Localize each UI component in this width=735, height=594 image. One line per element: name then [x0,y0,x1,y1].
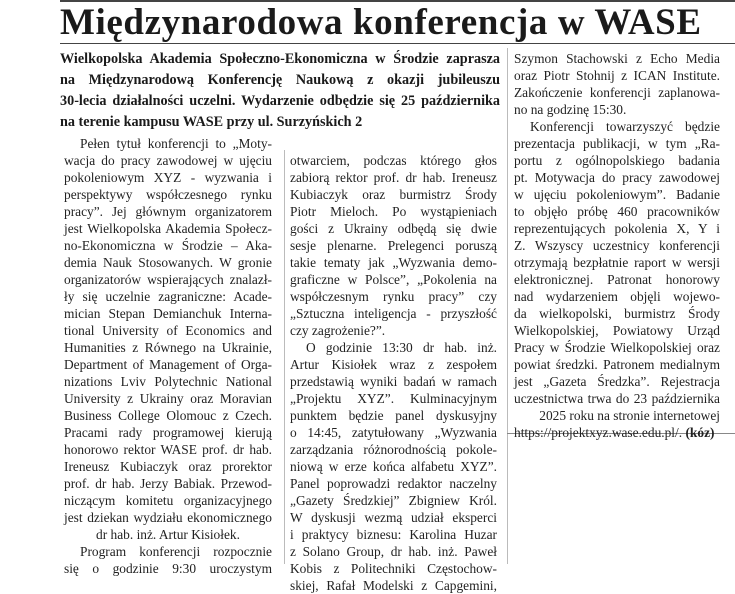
text-line: czy zagrożenie?”. [290,323,386,338]
text-line: Pracami rady programowej kierują [64,425,272,440]
text-line: Ireneusz Kubiaczyk oraz prorektor [64,459,272,474]
text-line: mician Stepan Demianchuk Interna- [64,306,272,321]
text-line: takie tematy jak „Wyzwania demo- [290,255,497,270]
lead-line: na terenie kampusu WASE przy ul. Surzyńskich 2 [60,114,363,130]
text-line: Pełen tytuł konferencji to „Moty- [80,136,272,151]
text-line: uczestnictwa trwa do 23 października [514,391,720,406]
column-divider-left [284,150,285,564]
text-line: powiat średzki. Patronem medialnym [514,357,720,372]
text-line: „Gazety Średzkiej” Zbigniew Król. [290,493,497,508]
text-line: no na godzinę 15:30. [514,102,627,117]
column-3 [514,50,720,441]
text-line: Konferencji towarzyszyć będzie [530,119,720,134]
text-line: elektronicznej. Patronat honorowy [514,272,720,287]
text-line: perspektywy współczesnego rynku [64,187,272,202]
headline: Międzynarodowa konferencja w WASE [60,2,702,43]
text-line: organizatorów wspierających znalazł- [64,272,272,287]
text-line: prof. dr hab. Jerzy Babiak. Przewod- [64,476,272,491]
text-line: jest „Gazeta Średzka”. Rejestracja [514,374,720,389]
text-line: Kubiaczyk oraz burmistrz Środy [290,187,497,202]
text-line: demia Nauk Stosowanych. W gronie [64,255,272,270]
text-line: da wielkopolski, burmistrz Środy [514,306,720,321]
text-line: Artur Kisiołek wraz z zespołem [290,357,497,372]
text-line: skiej, Rafał Modelski z Capgemini, [290,578,497,593]
text-line: w ujęciu pokoleniowym”. Badanie [514,187,720,202]
text-line: University z Ukrainy oraz Moravian [64,391,272,406]
text-line: Zakończenie konferencji zaplanowa- [514,85,720,100]
text-line: „Projektu XYZ”. Kulminacyjnym [290,391,497,406]
text-line: przedstawią wyniki badań w ramach [290,374,497,389]
text-line: punktem będzie panel dyskusyjny [290,408,497,423]
text-line: W dyskusji wezmą udział eksperci [290,510,497,525]
text-line: nad wydarzeniem objęli wojewo- [514,289,720,304]
text-line: zabiorą rektor prof. dr hab. Ireneusz [290,170,497,185]
text-line: jest Wielkopolska Akademia Społecz- [64,221,272,236]
text-line: reprezentujących pokolenia X, Y i [514,221,720,236]
lead-line: Wielkopolska Akademia Społeczno-Ekonomiczna w Środzie zaprasza [60,51,500,67]
text-line: gości z Ukrainy odbędą się dwie [290,221,497,236]
lead-line: 30-lecia działalności uczelni. Wydarzenie odbędzie się 25 października [60,93,500,109]
text-line: Panel poprowadzi redaktor naczelny [290,476,497,491]
text-line: Wielkopolskiej, Powiatowy Urząd [514,323,720,338]
text-line: honorowo rektor WASE prof. dr hab. [64,442,272,457]
text-line: otrzymają bezpłatnie raport w wersji [514,255,720,270]
column-2 [290,152,497,594]
text-line: wacja do pracy zawodowej w ujęciu [64,153,272,168]
text-line [514,424,720,441]
text-line: pt. Motywacja do pracy zawodowej [514,170,720,185]
article-url[interactable]: https://projektxyz.wase.edu.pl/. [514,425,683,440]
text-line: graficzne w Polsce”, „Pokolenia na [290,272,497,287]
text-line: to objęło próbę 460 pracowników [514,204,720,219]
text-line: niczącym komitetu organizacyjnego [64,493,272,508]
text-line: się o godzinie 9:30 uroczystym [64,561,272,576]
text-line: ły się uczelnie zagraniczne: Acade- [64,289,272,304]
text-line: niową w erze końca alfabetu XYZ”. [290,459,497,474]
headline-rule [60,43,735,44]
text-line: otwarciem, podczas którego głos [290,153,497,168]
text-line: portu z ogólnopolskiego badania [514,153,720,168]
text-line: no-Ekonomiczna w Środzie – Aka- [64,238,272,253]
author-signature: (kóz) [685,425,715,440]
text-line: Program konferencji rozpocznie [80,544,272,559]
lead-line: na Międzynarodową Konferencję Naukową z okazji jubileuszu [60,72,500,88]
text-line: Piotr Mieloch. Po wystąpieniach [290,204,497,219]
text-line: o 14:45, zatytułowany „Wyzwania [290,425,497,440]
text-line: O godzinie 13:30 dr hab. inż. [306,340,497,355]
text-line: oraz Piotr Stohnij z ICAN Institute. [514,68,720,83]
column-1 [64,135,272,577]
text-line: prezentacja publikacji, w tym „Ra- [514,136,720,151]
text-line: Business College Olomouc z Czech. [64,408,272,423]
column-divider-right [507,48,508,564]
text-line: „Sztuczna inteligencja - przyszłość [290,306,497,321]
text-line: Szymon Stachowski z Echo Media [514,51,720,66]
text-line: jest dziekan wydziału ekonomicznego [64,510,272,525]
text-line: tional University of Economics and [64,323,272,338]
text-line: i praktycy biznesu: Karolina Huzar [290,527,497,542]
text-line: sesje plenarne. Prelegenci poruszą [290,238,497,253]
text-line: Humanities z Równego na Ukrainie, [64,340,272,355]
text-line: nizations Lviv Polytechnic National [64,374,272,389]
text-line: z Solano Group, dr hab. inż. Paweł [290,544,497,559]
text-line: pracy”. Jej głównym organizatorem [64,204,272,219]
text-line: Kobis z Politechniki Częstochow- [290,561,497,576]
text-line: 2025 roku na stronie internetowej [539,408,720,423]
text-line: współczesnym rynku pracy” czy [290,289,497,304]
text-line: Z. Wszyscy uczestnicy konferencji [514,238,720,253]
text-line: zarządzania różnorodnością pokole- [290,442,497,457]
text-line: Department of Management of Orga- [64,357,272,372]
text-line: Pracy w Środzie Wielkopolskiej oraz [514,340,720,355]
text-line: dr hab. inż. Artur Kisiołek. [96,527,240,542]
text-line: pokoleniowym XYZ - wyzwania i [64,170,272,185]
